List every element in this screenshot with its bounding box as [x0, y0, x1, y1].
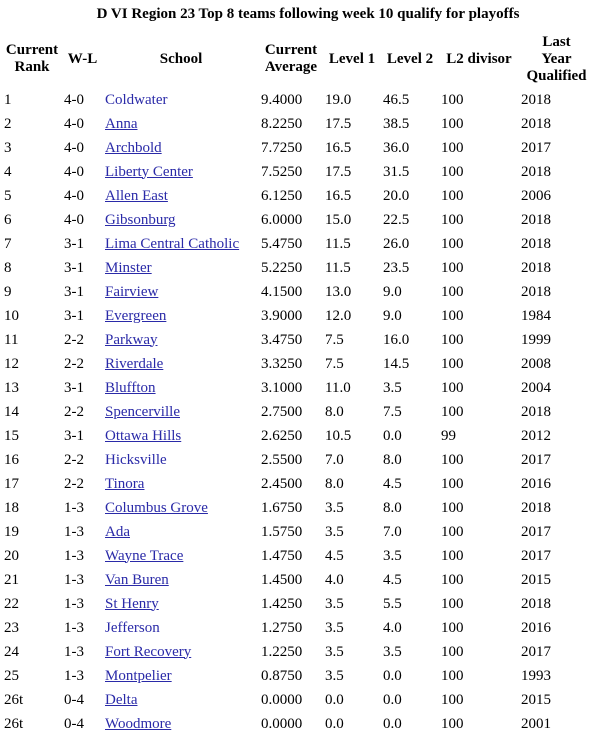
last-year-cell: 2015	[521, 571, 551, 588]
average-cell: 6.1250	[261, 187, 303, 204]
rank-cell: 20	[4, 547, 19, 564]
last-year-cell: 1993	[521, 667, 551, 684]
level2-cell: 3.5	[383, 547, 402, 564]
average-cell: 0.0000	[261, 691, 303, 708]
rank-cell: 8	[4, 259, 12, 276]
wl-cell: 1-3	[64, 667, 84, 684]
level2-cell: 5.5	[383, 595, 402, 612]
last-year-cell: 2018	[521, 259, 551, 276]
rank-cell: 2	[4, 115, 12, 132]
level2-cell: 9.0	[383, 283, 402, 300]
school-cell	[103, 88, 259, 112]
wl-cell: 1-3	[64, 499, 84, 516]
table-row	[2, 352, 594, 376]
table-row	[2, 136, 594, 160]
last-year-cell: 2018	[521, 211, 551, 228]
school-link[interactable]: Anna	[105, 115, 138, 132]
last-year-cell: 2001	[521, 715, 551, 732]
level2-cell: 46.5	[383, 91, 410, 108]
divisor-cell: 100	[441, 187, 464, 204]
divisor-cell: 100	[441, 331, 464, 348]
school-cell	[103, 208, 259, 232]
school-link[interactable]: Riverdale	[105, 355, 164, 372]
average-cell: 1.4500	[261, 571, 303, 588]
school-cell	[103, 304, 259, 328]
level1-cell: 3.5	[325, 523, 344, 540]
school-cell	[103, 400, 259, 424]
level1-cell: 3.5	[325, 499, 344, 516]
wl-cell: 1-3	[64, 547, 84, 564]
school-cell	[103, 712, 259, 736]
average-cell: 7.7250	[261, 139, 303, 156]
level2-cell: 36.0	[383, 139, 410, 156]
rank-cell: 9	[4, 283, 12, 300]
header-level-1: Level 1	[328, 50, 376, 67]
rank-cell: 12	[4, 355, 19, 372]
school-link[interactable]: Minster	[105, 259, 152, 276]
table-row	[2, 304, 594, 328]
school-name: Hicksville	[105, 451, 167, 468]
divisor-cell: 100	[441, 643, 464, 660]
rank-cell: 19	[4, 523, 19, 540]
table-row	[2, 616, 594, 640]
rank-cell: 13	[4, 379, 19, 396]
school-link[interactable]: Fort Recovery	[105, 643, 192, 660]
level2-cell: 8.0	[383, 451, 402, 468]
last-year-cell: 2018	[521, 163, 551, 180]
rank-cell: 16	[4, 451, 19, 468]
divisor-cell: 100	[441, 715, 464, 732]
school-cell	[103, 592, 259, 616]
page-title: D VI Region 23 Top 8 teams following week 10 qualify for playoffs	[96, 6, 520, 22]
rank-cell: 24	[4, 643, 19, 660]
average-cell: 6.0000	[261, 211, 303, 228]
divisor-cell: 100	[441, 91, 464, 108]
average-cell: 2.4500	[261, 475, 303, 492]
wl-cell: 0-4	[64, 691, 84, 708]
last-year-cell: 2018	[521, 595, 551, 612]
wl-cell: 2-2	[64, 451, 84, 468]
divisor-cell: 100	[441, 451, 464, 468]
average-cell: 7.5250	[261, 163, 303, 180]
school-cell	[103, 232, 259, 256]
school-cell	[103, 544, 259, 568]
divisor-cell: 100	[441, 211, 464, 228]
school-link[interactable]: Tinora	[105, 475, 145, 492]
level2-cell: 4.5	[383, 571, 402, 588]
level1-cell: 3.5	[325, 643, 344, 660]
header-level-2: Level 2	[386, 50, 434, 67]
divisor-cell: 99	[441, 427, 456, 444]
school-link[interactable]: Liberty Center	[105, 163, 193, 180]
wl-cell: 2-2	[64, 331, 84, 348]
school-cell	[103, 520, 259, 544]
table-row	[2, 592, 594, 616]
table-row	[2, 328, 594, 352]
divisor-cell: 100	[441, 499, 464, 516]
school-link[interactable]: Wayne Trace	[105, 547, 184, 564]
wl-cell: 3-1	[64, 235, 84, 252]
level1-cell: 12.0	[325, 307, 352, 324]
header-l2-divisor: L2 divisor	[446, 50, 512, 67]
table-row	[2, 160, 594, 184]
divisor-cell: 100	[441, 571, 464, 588]
school-cell	[103, 280, 259, 304]
school-link[interactable]: Lima Central Catholic	[105, 235, 240, 252]
table-row	[2, 184, 594, 208]
last-year-cell: 2017	[521, 523, 551, 540]
level1-cell: 3.5	[325, 667, 344, 684]
level1-cell: 3.5	[325, 619, 344, 636]
average-cell: 1.2250	[261, 643, 303, 660]
level1-cell: 0.0	[325, 691, 344, 708]
divisor-cell: 100	[441, 379, 464, 396]
school-link[interactable]: Fairview	[105, 283, 159, 300]
level2-cell: 3.5	[383, 643, 402, 660]
school-cell	[103, 136, 259, 160]
average-cell: 2.5500	[261, 451, 303, 468]
school-cell	[103, 376, 259, 400]
wl-cell: 3-1	[64, 379, 84, 396]
average-cell: 9.4000	[261, 91, 303, 108]
table-row	[2, 88, 594, 112]
wl-cell: 1-3	[64, 643, 84, 660]
divisor-cell: 100	[441, 115, 464, 132]
table-row	[2, 256, 594, 280]
divisor-cell: 100	[441, 475, 464, 492]
level2-cell: 16.0	[383, 331, 410, 348]
table-row	[2, 112, 594, 136]
wl-cell: 3-1	[64, 307, 84, 324]
school-cell	[103, 616, 259, 640]
divisor-cell: 100	[441, 403, 464, 420]
table-row	[2, 520, 594, 544]
school-cell	[103, 688, 259, 712]
level2-cell: 9.0	[383, 307, 402, 324]
last-year-cell: 2006	[521, 187, 551, 204]
divisor-cell: 100	[441, 235, 464, 252]
wl-cell: 2-2	[64, 475, 84, 492]
level1-cell: 11.5	[325, 235, 351, 252]
school-cell	[103, 448, 259, 472]
school-link[interactable]: Van Buren	[105, 571, 169, 588]
level1-cell: 7.5	[325, 355, 344, 372]
last-year-cell: 2012	[521, 427, 551, 444]
divisor-cell: 100	[441, 163, 464, 180]
wl-cell: 3-1	[64, 259, 84, 276]
divisor-cell: 100	[441, 619, 464, 636]
divisor-cell: 100	[441, 667, 464, 684]
school-link[interactable]: Delta	[105, 691, 138, 708]
last-year-cell: 2017	[521, 547, 551, 564]
last-year-cell: 2018	[521, 283, 551, 300]
school-cell	[103, 424, 259, 448]
school-link[interactable]: Columbus Grove	[105, 499, 208, 516]
last-year-cell: 2018	[521, 235, 551, 252]
standings-table	[2, 30, 594, 736]
average-cell: 8.2250	[261, 115, 303, 132]
table-row	[2, 280, 594, 304]
level2-cell: 0.0	[383, 691, 402, 708]
school-link[interactable]: Parkway	[105, 331, 158, 348]
rank-cell: 6	[4, 211, 12, 228]
table-row	[2, 472, 594, 496]
school-cell	[103, 640, 259, 664]
average-cell: 3.3250	[261, 355, 303, 372]
table-row	[2, 712, 594, 736]
last-year-cell: 2017	[521, 139, 551, 156]
divisor-cell: 100	[441, 283, 464, 300]
school-link[interactable]: Spencerville	[105, 403, 180, 420]
level2-cell: 7.0	[383, 523, 402, 540]
wl-cell: 1-3	[64, 571, 84, 588]
wl-cell: 2-2	[64, 403, 84, 420]
rank-cell: 7	[4, 235, 12, 252]
average-cell: 1.5750	[261, 523, 303, 540]
table-row	[2, 640, 594, 664]
level2-cell: 4.5	[383, 475, 402, 492]
table-row	[2, 208, 594, 232]
last-year-cell: 1999	[521, 331, 551, 348]
level1-cell: 11.5	[325, 259, 351, 276]
average-cell: 0.0000	[261, 715, 303, 732]
level2-cell: 0.0	[383, 715, 402, 732]
rank-cell: 3	[4, 139, 12, 156]
level2-cell: 0.0	[383, 427, 402, 444]
last-year-cell: 2016	[521, 475, 551, 492]
last-year-cell: 2018	[521, 403, 551, 420]
divisor-cell: 100	[441, 139, 464, 156]
level2-cell: 3.5	[383, 379, 402, 396]
last-year-cell: 2016	[521, 619, 551, 636]
rank-cell: 17	[4, 475, 19, 492]
level2-cell: 31.5	[383, 163, 410, 180]
average-cell: 5.4750	[261, 235, 303, 252]
last-year-cell: 2017	[521, 451, 551, 468]
table-row	[2, 448, 594, 472]
level1-cell: 7.0	[325, 451, 344, 468]
divisor-cell: 100	[441, 523, 464, 540]
level2-cell: 7.5	[383, 403, 402, 420]
wl-cell: 1-3	[64, 523, 84, 540]
average-cell: 0.8750	[261, 667, 303, 684]
school-link[interactable]: St Henry	[105, 595, 159, 612]
divisor-cell: 100	[441, 259, 464, 276]
wl-cell: 3-1	[64, 427, 84, 444]
wl-cell: 4-0	[64, 187, 84, 204]
average-cell: 2.6250	[261, 427, 303, 444]
table-row	[2, 424, 594, 448]
rank-cell: 1	[4, 91, 12, 108]
level2-cell: 26.0	[383, 235, 410, 252]
school-cell	[103, 256, 259, 280]
header-current-rank: Current Rank	[5, 42, 59, 75]
rank-cell: 26t	[4, 691, 24, 708]
rank-cell: 23	[4, 619, 19, 636]
table-row	[2, 232, 594, 256]
rank-cell: 22	[4, 595, 19, 612]
last-year-cell: 2008	[521, 355, 551, 372]
school-cell	[103, 112, 259, 136]
school-cell	[103, 352, 259, 376]
level2-cell: 8.0	[383, 499, 402, 516]
average-cell: 4.1500	[261, 283, 303, 300]
level1-cell: 17.5	[325, 115, 352, 132]
level2-cell: 14.5	[383, 355, 410, 372]
school-link[interactable]: Archbold	[105, 139, 162, 156]
level1-cell: 15.0	[325, 211, 352, 228]
last-year-cell: 1984	[521, 307, 551, 324]
rank-cell: 5	[4, 187, 12, 204]
rank-cell: 21	[4, 571, 19, 588]
school-link[interactable]: Evergreen	[105, 307, 167, 324]
wl-cell: 4-0	[64, 163, 84, 180]
average-cell: 3.1000	[261, 379, 303, 396]
wl-cell: 4-0	[64, 211, 84, 228]
school-name: Jefferson	[105, 619, 160, 636]
rank-cell: 11	[4, 331, 19, 348]
last-year-cell: 2018	[521, 499, 551, 516]
rank-cell: 18	[4, 499, 19, 516]
level1-cell: 11.0	[325, 379, 351, 396]
level1-cell: 3.5	[325, 595, 344, 612]
wl-cell: 3-1	[64, 283, 84, 300]
level1-cell: 16.5	[325, 187, 352, 204]
average-cell: 3.4750	[261, 331, 303, 348]
level2-cell: 0.0	[383, 667, 402, 684]
rank-cell: 4	[4, 163, 12, 180]
average-cell: 1.6750	[261, 499, 303, 516]
rank-cell: 26t	[4, 715, 24, 732]
average-cell: 1.4750	[261, 547, 303, 564]
school-cell	[103, 664, 259, 688]
school-cell	[103, 568, 259, 592]
school-name: Coldwater	[105, 91, 168, 108]
table-row	[2, 400, 594, 424]
level1-cell: 10.5	[325, 427, 352, 444]
wl-cell: 4-0	[64, 115, 84, 132]
school-link[interactable]: Ada	[105, 523, 130, 540]
average-cell: 3.9000	[261, 307, 303, 324]
wl-cell: 4-0	[64, 139, 84, 156]
wl-cell: 1-3	[64, 595, 84, 612]
school-link[interactable]: Allen East	[105, 187, 168, 204]
last-year-cell: 2015	[521, 691, 551, 708]
last-year-cell: 2018	[521, 115, 551, 132]
table-row	[2, 664, 594, 688]
average-cell: 1.4250	[261, 595, 303, 612]
level1-cell: 17.5	[325, 163, 352, 180]
level1-cell: 0.0	[325, 715, 344, 732]
rank-cell: 15	[4, 427, 19, 444]
level1-cell: 8.0	[325, 475, 344, 492]
school-link[interactable]: Bluffton	[105, 379, 156, 396]
school-cell	[103, 184, 259, 208]
wl-cell: 4-0	[64, 91, 84, 108]
header-row	[2, 30, 594, 88]
level1-cell: 7.5	[325, 331, 344, 348]
last-year-cell: 2017	[521, 643, 551, 660]
level2-cell: 23.5	[383, 259, 410, 276]
divisor-cell: 100	[441, 547, 464, 564]
last-year-cell: 2004	[521, 379, 551, 396]
rank-cell: 10	[4, 307, 19, 324]
table-row	[2, 544, 594, 568]
divisor-cell: 100	[441, 355, 464, 372]
level1-cell: 8.0	[325, 403, 344, 420]
level2-cell: 20.0	[383, 187, 410, 204]
school-link[interactable]: Montpelier	[105, 667, 172, 684]
school-cell	[103, 496, 259, 520]
rank-cell: 14	[4, 403, 19, 420]
average-cell: 5.2250	[261, 259, 303, 276]
wl-cell: 0-4	[64, 715, 84, 732]
level2-cell: 4.0	[383, 619, 402, 636]
wl-cell: 1-3	[64, 619, 84, 636]
school-link[interactable]: Gibsonburg	[105, 211, 176, 228]
last-year-cell: 2018	[521, 91, 551, 108]
divisor-cell: 100	[441, 307, 464, 324]
level1-cell: 16.5	[325, 139, 352, 156]
level2-cell: 22.5	[383, 211, 410, 228]
level1-cell: 4.0	[325, 571, 344, 588]
level1-cell: 4.5	[325, 547, 344, 564]
table-row	[2, 376, 594, 400]
divisor-cell: 100	[441, 595, 464, 612]
average-cell: 1.2750	[261, 619, 303, 636]
table-row	[2, 568, 594, 592]
header-last-year-qualified: Last Year Qualified	[526, 33, 587, 84]
level1-cell: 19.0	[325, 91, 352, 108]
rank-cell: 25	[4, 667, 19, 684]
header-school: School	[159, 50, 203, 67]
school-cell	[103, 328, 259, 352]
school-cell	[103, 160, 259, 184]
header-current-average: Current Average	[264, 42, 318, 75]
table-row	[2, 688, 594, 712]
level2-cell: 38.5	[383, 115, 410, 132]
school-link[interactable]: Woodmore	[105, 715, 172, 732]
school-cell	[103, 472, 259, 496]
divisor-cell: 100	[441, 691, 464, 708]
average-cell: 2.7500	[261, 403, 303, 420]
level1-cell: 13.0	[325, 283, 352, 300]
table-row	[2, 496, 594, 520]
wl-cell: 2-2	[64, 355, 84, 372]
school-link[interactable]: Ottawa Hills	[105, 427, 182, 444]
header-wl: W-L	[67, 50, 98, 67]
